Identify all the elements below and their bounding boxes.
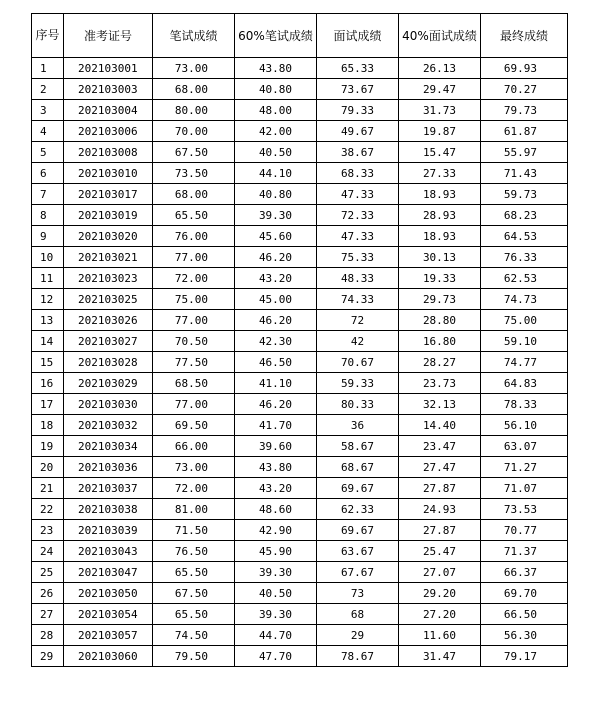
written-score-cell: 66.00 — [153, 436, 235, 457]
written-score-cell: 72.00 — [153, 478, 235, 499]
header-written-score: 笔试成绩 — [153, 14, 235, 58]
table-row — [32, 415, 568, 436]
interview-40-cell: 27.87 — [399, 520, 481, 541]
written-score-cell: 70.00 — [153, 121, 235, 142]
interview-40-cell: 25.47 — [399, 541, 481, 562]
seq-cell: 13 — [32, 310, 64, 331]
written-60-cell: 39.30 — [235, 562, 317, 583]
written-60-cell: 46.20 — [235, 247, 317, 268]
seq-cell: 29 — [32, 646, 64, 667]
header-exam-id: 准考证号 — [64, 14, 153, 58]
exam-id-cell: 202103030 — [64, 394, 153, 415]
written-60-cell: 42.90 — [235, 520, 317, 541]
written-60-cell: 42.00 — [235, 121, 317, 142]
exam-id-cell: 202103039 — [64, 520, 153, 541]
interview-40-cell: 15.47 — [399, 142, 481, 163]
table-row — [32, 541, 568, 562]
final-score-cell: 70.77 — [481, 520, 568, 541]
interview-40-cell: 24.93 — [399, 499, 481, 520]
interview-40-cell: 26.13 — [399, 58, 481, 79]
interview-40-cell: 29.20 — [399, 583, 481, 604]
seq-cell: 21 — [32, 478, 64, 499]
table-row — [32, 394, 568, 415]
exam-id-cell: 202103032 — [64, 415, 153, 436]
interview-40-cell: 29.47 — [399, 79, 481, 100]
interview-score-cell: 73 — [317, 583, 399, 604]
interview-40-cell: 27.20 — [399, 604, 481, 625]
table-body — [32, 58, 568, 667]
written-score-cell: 71.50 — [153, 520, 235, 541]
header-interview-score: 面试成绩 — [317, 14, 399, 58]
interview-score-cell: 38.67 — [317, 142, 399, 163]
final-score-cell: 55.97 — [481, 142, 568, 163]
interview-score-cell: 69.67 — [317, 520, 399, 541]
exam-id-cell: 202103023 — [64, 268, 153, 289]
final-score-cell: 76.33 — [481, 247, 568, 268]
final-score-cell: 78.33 — [481, 394, 568, 415]
table-row — [32, 562, 568, 583]
final-score-cell: 61.87 — [481, 121, 568, 142]
interview-score-cell: 68.33 — [317, 163, 399, 184]
written-score-cell: 76.50 — [153, 541, 235, 562]
interview-score-cell: 75.33 — [317, 247, 399, 268]
written-score-cell: 75.00 — [153, 289, 235, 310]
exam-id-cell: 202103027 — [64, 331, 153, 352]
written-60-cell: 39.30 — [235, 205, 317, 226]
written-60-cell: 40.80 — [235, 184, 317, 205]
final-score-cell: 64.83 — [481, 373, 568, 394]
exam-id-cell: 202103006 — [64, 121, 153, 142]
written-60-cell: 40.50 — [235, 142, 317, 163]
final-score-cell: 75.00 — [481, 310, 568, 331]
exam-id-cell: 202103054 — [64, 604, 153, 625]
header-final-score: 最终成绩 — [481, 14, 568, 58]
table-row — [32, 583, 568, 604]
interview-score-cell: 65.33 — [317, 58, 399, 79]
interview-score-cell: 63.67 — [317, 541, 399, 562]
interview-score-cell: 72.33 — [317, 205, 399, 226]
table-row — [32, 331, 568, 352]
interview-40-cell: 28.27 — [399, 352, 481, 373]
exam-id-cell: 202103043 — [64, 541, 153, 562]
written-60-cell: 44.70 — [235, 625, 317, 646]
written-score-cell: 65.50 — [153, 562, 235, 583]
written-60-cell: 46.20 — [235, 394, 317, 415]
exam-id-cell: 202103021 — [64, 247, 153, 268]
written-score-cell: 72.00 — [153, 268, 235, 289]
interview-score-cell: 73.67 — [317, 79, 399, 100]
exam-id-cell: 202103060 — [64, 646, 153, 667]
final-score-cell: 64.53 — [481, 226, 568, 247]
table-row — [32, 373, 568, 394]
table-row — [32, 646, 568, 667]
exam-id-cell: 202103036 — [64, 457, 153, 478]
final-score-cell: 66.50 — [481, 604, 568, 625]
interview-40-cell: 23.73 — [399, 373, 481, 394]
written-score-cell: 73.50 — [153, 163, 235, 184]
written-score-cell: 73.00 — [153, 457, 235, 478]
written-score-cell: 69.50 — [153, 415, 235, 436]
written-60-cell: 43.20 — [235, 478, 317, 499]
exam-id-cell: 202103017 — [64, 184, 153, 205]
interview-score-cell: 70.67 — [317, 352, 399, 373]
table-row — [32, 310, 568, 331]
interview-40-cell: 16.80 — [399, 331, 481, 352]
written-60-cell: 46.50 — [235, 352, 317, 373]
written-60-cell: 39.60 — [235, 436, 317, 457]
final-score-cell: 63.07 — [481, 436, 568, 457]
table-row — [32, 58, 568, 79]
seq-cell: 15 — [32, 352, 64, 373]
interview-score-cell: 47.33 — [317, 226, 399, 247]
final-score-cell: 69.93 — [481, 58, 568, 79]
seq-cell: 11 — [32, 268, 64, 289]
final-score-cell: 74.77 — [481, 352, 568, 373]
written-score-cell: 77.00 — [153, 394, 235, 415]
written-60-cell: 40.50 — [235, 583, 317, 604]
exam-id-cell: 202103025 — [64, 289, 153, 310]
seq-cell: 9 — [32, 226, 64, 247]
seq-cell: 16 — [32, 373, 64, 394]
interview-40-cell: 32.13 — [399, 394, 481, 415]
table-header — [32, 14, 568, 58]
final-score-cell: 71.27 — [481, 457, 568, 478]
written-60-cell: 45.60 — [235, 226, 317, 247]
written-score-cell: 68.00 — [153, 79, 235, 100]
written-score-cell: 68.50 — [153, 373, 235, 394]
written-score-cell: 76.00 — [153, 226, 235, 247]
table-row — [32, 478, 568, 499]
seq-cell: 3 — [32, 100, 64, 121]
written-score-cell: 80.00 — [153, 100, 235, 121]
written-60-cell: 48.60 — [235, 499, 317, 520]
final-score-cell: 79.73 — [481, 100, 568, 121]
written-score-cell: 74.50 — [153, 625, 235, 646]
final-score-cell: 71.37 — [481, 541, 568, 562]
seq-cell: 27 — [32, 604, 64, 625]
interview-score-cell: 36 — [317, 415, 399, 436]
seq-cell: 12 — [32, 289, 64, 310]
final-score-cell: 69.70 — [481, 583, 568, 604]
final-score-cell: 71.07 — [481, 478, 568, 499]
written-score-cell: 67.50 — [153, 583, 235, 604]
score-table — [31, 13, 568, 667]
seq-cell: 1 — [32, 58, 64, 79]
written-score-cell: 77.50 — [153, 352, 235, 373]
interview-40-cell: 19.87 — [399, 121, 481, 142]
table-row — [32, 247, 568, 268]
interview-40-cell: 31.47 — [399, 646, 481, 667]
written-60-cell: 43.80 — [235, 58, 317, 79]
written-60-cell: 48.00 — [235, 100, 317, 121]
interview-score-cell: 29 — [317, 625, 399, 646]
seq-cell: 10 — [32, 247, 64, 268]
written-score-cell: 73.00 — [153, 58, 235, 79]
seq-cell: 17 — [32, 394, 64, 415]
seq-cell: 4 — [32, 121, 64, 142]
final-score-cell: 56.10 — [481, 415, 568, 436]
interview-score-cell: 68.67 — [317, 457, 399, 478]
final-score-cell: 59.10 — [481, 331, 568, 352]
final-score-cell: 56.30 — [481, 625, 568, 646]
written-60-cell: 45.00 — [235, 289, 317, 310]
exam-id-cell: 202103028 — [64, 352, 153, 373]
interview-40-cell: 29.73 — [399, 289, 481, 310]
seq-cell: 20 — [32, 457, 64, 478]
table-row — [32, 625, 568, 646]
table-row — [32, 79, 568, 100]
written-60-cell: 47.70 — [235, 646, 317, 667]
interview-score-cell: 80.33 — [317, 394, 399, 415]
final-score-cell: 68.23 — [481, 205, 568, 226]
seq-cell: 14 — [32, 331, 64, 352]
interview-score-cell: 49.67 — [317, 121, 399, 142]
seq-cell: 23 — [32, 520, 64, 541]
written-score-cell: 77.00 — [153, 310, 235, 331]
interview-40-cell: 18.93 — [399, 226, 481, 247]
written-60-cell: 42.30 — [235, 331, 317, 352]
final-score-cell: 71.43 — [481, 163, 568, 184]
written-score-cell: 81.00 — [153, 499, 235, 520]
table-row — [32, 268, 568, 289]
interview-score-cell: 42 — [317, 331, 399, 352]
interview-40-cell: 19.33 — [399, 268, 481, 289]
exam-id-cell: 202103003 — [64, 79, 153, 100]
written-60-cell: 45.90 — [235, 541, 317, 562]
interview-40-cell: 27.07 — [399, 562, 481, 583]
written-score-cell: 65.50 — [153, 205, 235, 226]
interview-40-cell: 27.87 — [399, 478, 481, 499]
written-score-cell: 79.50 — [153, 646, 235, 667]
seq-cell: 26 — [32, 583, 64, 604]
final-score-cell: 74.73 — [481, 289, 568, 310]
written-60-cell: 44.10 — [235, 163, 317, 184]
final-score-cell: 70.27 — [481, 79, 568, 100]
interview-score-cell: 62.33 — [317, 499, 399, 520]
exam-id-cell: 202103026 — [64, 310, 153, 331]
table-row — [32, 226, 568, 247]
written-60-cell: 40.80 — [235, 79, 317, 100]
final-score-cell: 62.53 — [481, 268, 568, 289]
final-score-cell: 59.73 — [481, 184, 568, 205]
written-60-cell: 43.20 — [235, 268, 317, 289]
exam-id-cell: 202103037 — [64, 478, 153, 499]
exam-id-cell: 202103038 — [64, 499, 153, 520]
written-60-cell: 43.80 — [235, 457, 317, 478]
written-60-cell: 41.70 — [235, 415, 317, 436]
interview-40-cell: 18.93 — [399, 184, 481, 205]
interview-score-cell: 74.33 — [317, 289, 399, 310]
exam-id-cell: 202103034 — [64, 436, 153, 457]
interview-40-cell: 28.93 — [399, 205, 481, 226]
table-row — [32, 205, 568, 226]
written-score-cell: 70.50 — [153, 331, 235, 352]
written-score-cell: 65.50 — [153, 604, 235, 625]
seq-cell: 25 — [32, 562, 64, 583]
written-60-cell: 39.30 — [235, 604, 317, 625]
seq-cell: 8 — [32, 205, 64, 226]
exam-id-cell: 202103020 — [64, 226, 153, 247]
header-seq: 序号 — [32, 14, 64, 58]
table-row — [32, 184, 568, 205]
interview-score-cell: 67.67 — [317, 562, 399, 583]
exam-id-cell: 202103047 — [64, 562, 153, 583]
seq-cell: 5 — [32, 142, 64, 163]
exam-id-cell: 202103010 — [64, 163, 153, 184]
seq-cell: 7 — [32, 184, 64, 205]
interview-40-cell: 31.73 — [399, 100, 481, 121]
exam-id-cell: 202103050 — [64, 583, 153, 604]
seq-cell: 22 — [32, 499, 64, 520]
written-60-cell: 41.10 — [235, 373, 317, 394]
written-60-cell: 46.20 — [235, 310, 317, 331]
seq-cell: 18 — [32, 415, 64, 436]
table-row — [32, 163, 568, 184]
header-written-60: 60%笔试成绩 — [235, 14, 317, 58]
table-row — [32, 457, 568, 478]
score-sheet — [31, 13, 568, 667]
interview-score-cell: 72 — [317, 310, 399, 331]
written-score-cell: 68.00 — [153, 184, 235, 205]
exam-id-cell: 202103057 — [64, 625, 153, 646]
table-row — [32, 121, 568, 142]
interview-40-cell: 27.33 — [399, 163, 481, 184]
table-row — [32, 520, 568, 541]
table-row — [32, 352, 568, 373]
table-row — [32, 499, 568, 520]
table-row — [32, 604, 568, 625]
exam-id-cell: 202103004 — [64, 100, 153, 121]
interview-score-cell: 68 — [317, 604, 399, 625]
interview-40-cell: 28.80 — [399, 310, 481, 331]
interview-40-cell: 23.47 — [399, 436, 481, 457]
exam-id-cell: 202103008 — [64, 142, 153, 163]
interview-score-cell: 69.67 — [317, 478, 399, 499]
interview-score-cell: 58.67 — [317, 436, 399, 457]
final-score-cell: 79.17 — [481, 646, 568, 667]
table-row — [32, 436, 568, 457]
interview-40-cell: 27.47 — [399, 457, 481, 478]
seq-cell: 28 — [32, 625, 64, 646]
table-row — [32, 289, 568, 310]
final-score-cell: 73.53 — [481, 499, 568, 520]
interview-score-cell: 78.67 — [317, 646, 399, 667]
header-interview-40: 40%面试成绩 — [399, 14, 481, 58]
final-score-cell: 66.37 — [481, 562, 568, 583]
exam-id-cell: 202103001 — [64, 58, 153, 79]
seq-cell: 24 — [32, 541, 64, 562]
written-score-cell: 77.00 — [153, 247, 235, 268]
table-row — [32, 142, 568, 163]
interview-score-cell: 47.33 — [317, 184, 399, 205]
exam-id-cell: 202103019 — [64, 205, 153, 226]
interview-score-cell: 59.33 — [317, 373, 399, 394]
interview-40-cell: 30.13 — [399, 247, 481, 268]
seq-cell: 19 — [32, 436, 64, 457]
interview-score-cell: 79.33 — [317, 100, 399, 121]
interview-score-cell: 48.33 — [317, 268, 399, 289]
seq-cell: 2 — [32, 79, 64, 100]
interview-40-cell: 11.60 — [399, 625, 481, 646]
header-row — [32, 14, 568, 58]
interview-40-cell: 14.40 — [399, 415, 481, 436]
written-score-cell: 67.50 — [153, 142, 235, 163]
exam-id-cell: 202103029 — [64, 373, 153, 394]
seq-cell: 6 — [32, 163, 64, 184]
table-row — [32, 100, 568, 121]
